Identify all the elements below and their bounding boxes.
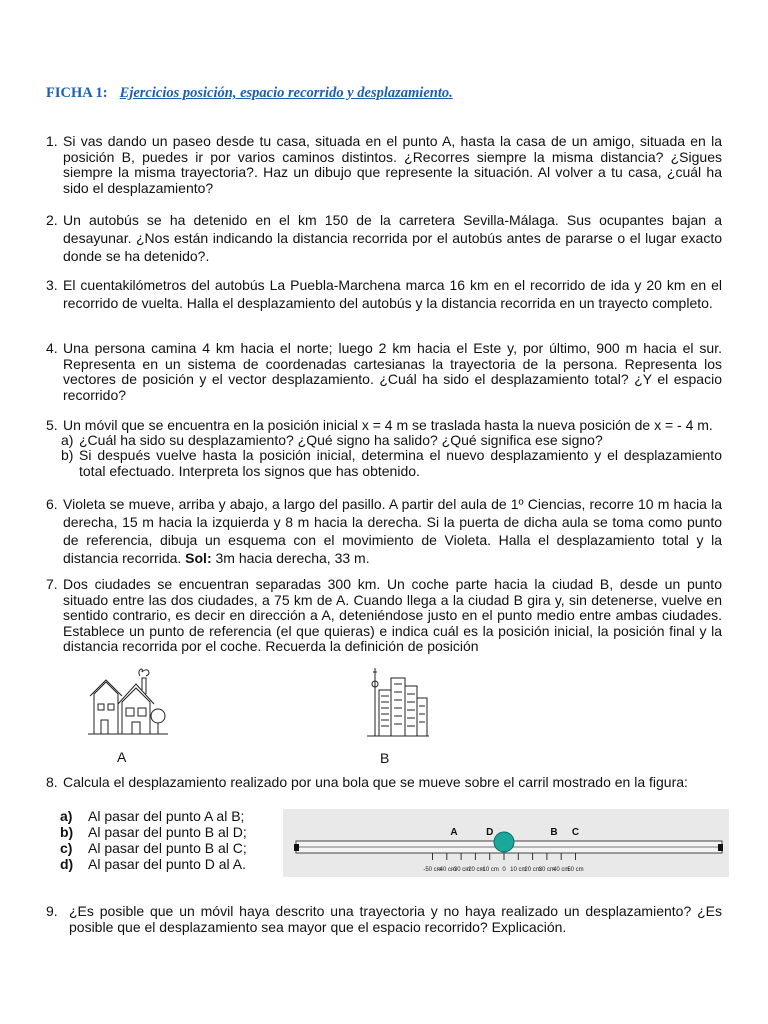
part-label: a) — [61, 432, 74, 448]
question-text: El cuentakilómetros del autobús La Puebla-Marchena marca 16 km en el recorrido de ida y 20 km en el recorrido de vuelta. Halla el desplazamiento del autobús y la distancia recorrida en un trayecto completo. — [63, 277, 722, 311]
rail-point-c: C — [571, 827, 580, 838]
rail-point-b: B — [550, 827, 558, 838]
rail-figure — [283, 809, 729, 877]
part-text: Si después vuelve hasta la posición inicial, determina el nuevo desplazamiento y el desplazamiento total efectuado. Interpreta los signos que has obtenido. — [79, 447, 722, 479]
rail-right-end — [718, 844, 723, 851]
option-label: c) — [60, 840, 73, 856]
question-number: 2. — [46, 212, 58, 228]
question-8-option-b — [60, 825, 247, 841]
sheet-title: Ejercicios posición, espacio recorrido y desplazamiento. — [119, 85, 453, 101]
rail-tick-label: -30 cm — [451, 867, 471, 873]
question-number: 6. — [46, 496, 58, 512]
question-number: 1. — [46, 133, 58, 149]
question-text: Un móvil que se encuentra en la posición inicial x = 4 m se traslada hasta la nueva posición de x = - 4 m. — [63, 417, 713, 433]
rail-tick-label: -40 cm — [437, 867, 456, 873]
rail-tick-label: 20 cm — [524, 867, 541, 873]
part-label: b) — [61, 447, 74, 463]
option-label: a) — [60, 808, 73, 824]
question-text: Dos ciudades se encuentran separadas 300 km. Un coche parte hacia la ciudad B, desde un punto situado entre las dos ciudades, a 75 km de A. Cuando llega a la ciudad B gira y, sin detenerse, vuelve en sentido contrario, es decir en dirección a A, deteniéndose justo en el punto medio entre ambas ciudades. Establece un punto de referencia (el que quieras) e indica cuál es la posición inicial, la posición final y la distancia recorrida por el coche. Recuerda la definición de posición — [63, 576, 722, 654]
option-text: Al pasar del punto D al A. — [88, 856, 246, 872]
solution-text: 3m hacia derecha, 33 m. — [215, 550, 370, 566]
question-text: Calcula el desplazamiento realizado por una bola que se mueve sobre el carril mostrado en la figura: — [63, 774, 688, 790]
question-9 — [46, 904, 722, 935]
question-number: 3. — [46, 277, 58, 293]
worksheet-header — [46, 86, 453, 102]
question-text: Si vas dando un paseo desde tu casa, situada en el punto A, hasta la casa de un amigo, situada en la posición B, puedes ir por varios caminos distintos. ¿Recorres siempre la misma distancia? ¿Sigues siempre la misma trayectoria?. Haz un dibujo que represente la situación. Al volver a tu casa, ¿cuál ha sido el desplazamiento? — [63, 133, 722, 196]
question-number: 9. — [46, 903, 58, 919]
question-2 — [46, 211, 722, 265]
city-b-drawing — [367, 664, 429, 740]
city-b-label: B — [380, 750, 390, 766]
ball — [494, 832, 514, 852]
option-label: b) — [60, 824, 74, 840]
rail-left-end — [294, 844, 299, 851]
question-8-option-a — [60, 809, 244, 825]
rail-point-a: A — [450, 827, 458, 838]
rail-tick-label: 30 cm — [538, 867, 556, 873]
rail-tick-label: -50 cm — [423, 867, 442, 873]
question-8 — [46, 775, 722, 791]
question-text: Un autobús se ha detenido en el km 150 de la carretera Sevilla-Málaga. Sus ocupantes bajan a desayunar. ¿Nos están indicando la distancia recorrida por el autobús antes de pararse o el lugar exacto donde se ha detenido?. — [63, 212, 722, 264]
question-text: Una persona camina 4 km hacia el norte; luego 2 km hacia el Este y, por último, 900 m hacia el sur. Representa en un sistema de coordenadas cartesianas la trayectoria de la persona. Representa los vectores de posición y el vector desplazamiento. ¿Cuál ha sido el desplazamiento total? ¿Y el espacio recorrido? — [63, 340, 722, 403]
question-number: 7. — [46, 576, 58, 592]
question-8-option-c — [60, 841, 247, 857]
question-body — [46, 495, 722, 567]
question-7 — [46, 577, 722, 655]
question-text: Violeta se mueve, arriba y abajo, a largo del pasillo. A partir del aula de 1º Ciencias, recorre 10 m hacia la derecha, 15 m hacia la izquierda y 8 m hacia la derecha. Si la puerta de dicha aula se toma como punto de referencia, dibuja un esquema con el movimiento de Violeta. Halla el desplazamiento total y la distancia recorrida. — [63, 496, 722, 566]
rail-point-d: D — [486, 827, 494, 838]
rail-tick-label: 10 cm — [510, 867, 527, 873]
rail-tick-label: -10 cm — [480, 867, 499, 873]
rail-tick-label: -20 cm — [466, 867, 485, 873]
question-4 — [46, 341, 722, 403]
question-1 — [46, 134, 722, 196]
question-number: 4. — [46, 340, 58, 356]
solution-label: Sol: — [185, 550, 212, 566]
rail-tick-label: 50 cm — [567, 867, 584, 873]
question-number: 8. — [46, 774, 58, 790]
part-text: ¿Cuál ha sido su desplazamiento? ¿Qué signo ha salido? ¿Qué significa ese signo? — [79, 432, 603, 448]
option-text: Al pasar del punto A al B; — [88, 808, 245, 824]
option-text: Al pasar del punto B al D; — [88, 824, 247, 840]
question-5-part-b — [61, 448, 722, 479]
question-3 — [46, 276, 722, 312]
option-label: d) — [60, 856, 74, 872]
rail-tick-label: 0 — [502, 867, 506, 873]
sheet-label: FICHA 1: — [46, 85, 108, 101]
option-text: Al pasar del punto B al C; — [88, 840, 247, 856]
question-text: ¿Es posible que un móvil haya descrito una trayectoria y no haya realizado un desplazamiento? ¿Es posible que el desplazamiento sea mayor que el espacio recorrido? Explicación. — [69, 903, 722, 935]
town-a-label: A — [117, 749, 127, 765]
question-number: 5. — [46, 417, 58, 433]
question-6 — [46, 495, 722, 567]
town-a-drawing — [88, 664, 168, 740]
rail-tick-label: 40 cm — [553, 867, 570, 873]
question-8-option-d — [60, 857, 246, 873]
